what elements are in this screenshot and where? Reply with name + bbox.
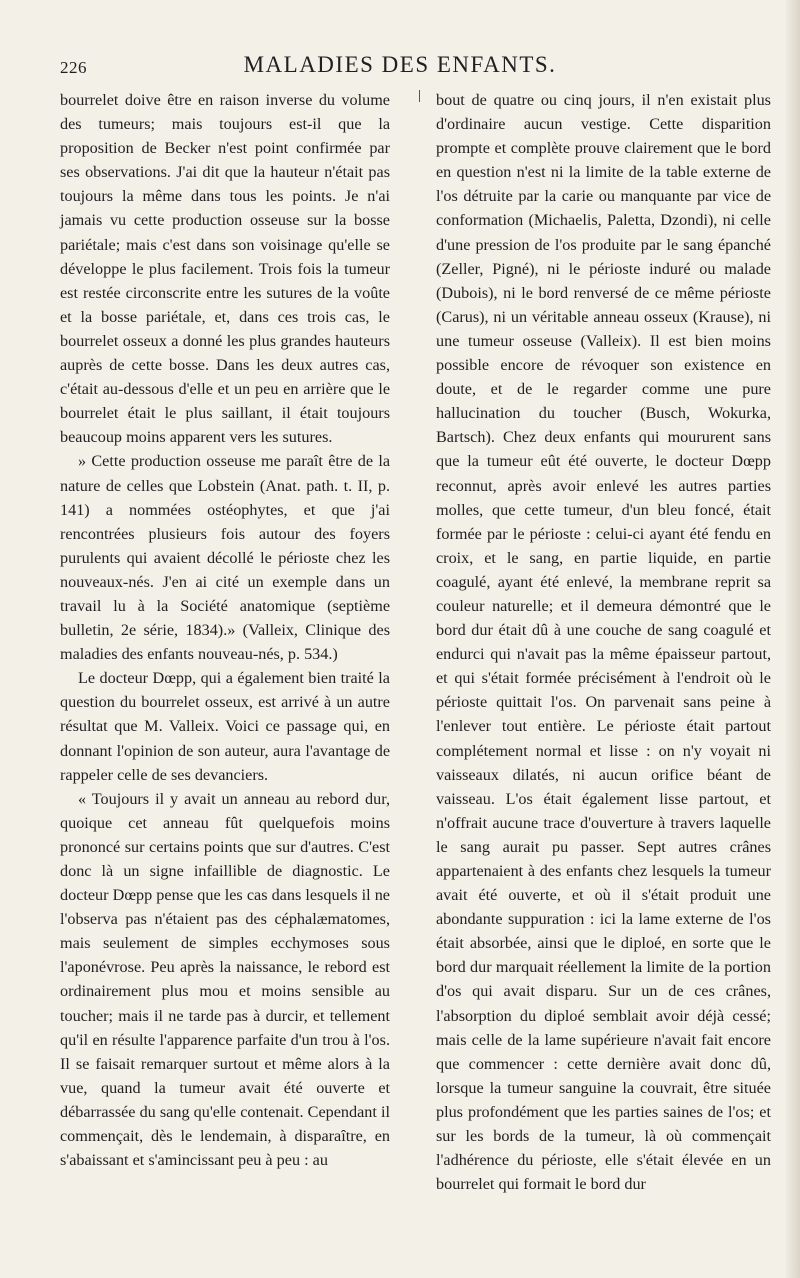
running-title: MALADIES DES ENFANTS. xyxy=(243,52,557,77)
paragraph: bout de quatre ou cinq jours, il n'en existait plus d'ordinaire aucun vestige. Cette disparition prompte et complète prouve clairement que le bord en question n'est ni la limite de la table externe de l'os détruite par la carie ou manquante par vice de conformation (Michaelis, Paletta, Dzondi), ni celle d'une pression de l'os produite par le sang épanché (Zeller, Pigné), ni le périoste induré ou malade (Dubois), ni le bord renversé de ce même périoste (Carus), ni un véritable anneau osseux (Krause), ni une tumeur osseuse (Valleix). Il est bien moins possible encore de révoquer son existence en doute, et de le regarder comme une pure hallucination du toucher (Busch, Wokurka, Bartsch). Chez deux enfants qui moururent sans que la tumeur eût été ouverte, le docteur Dœpp reconnut, après avoir enlevé les autres parties molles, que cette tumeur, d'un bleu foncé, était formée par le périoste : celui-ci ayant été fendu en croix, et le sang, en partie liquide, en partie coagulé, ayant été enlevé, la membrane reprit sa couleur naturelle; et il demeura démontré que le bord dur était dû à une couche de sang coagulé et endurci qui n'avait pas la même épaisseur partout, et qui s'était formée précisément à l'endroit où le périoste quittait l'os. On parvenait sans peine à l'enlever tout entière. Le périoste était partout complétement normal et lisse : on n'y voyait ni vaisseaux dilatés, ni aucun orifice béant de vaisseau. L'os était également lisse partout, et n'offrait aucune trace d'ouverture à travers laquelle le sang aurait pu passer. Sept autres crânes appartenaient à des enfants chez lesquels la tumeur avait été ouverte, et où il s'était produit une abondante suppuration : ici la lame externe de l'os était absorbée, ainsi que le diploé, en sorte que le bord dur marquait réellement la limite de la portion d'os qui avait disparu. Sur un de ces crânes, l'absorption du diploé semblait avoir déjà cessé; mais celle de la lame supérieure n'avait fait encore que commencer : cette dernière avait donc dû, lorsque la tumeur sanguine la couvrait, être située plus profondément que les parties saines de l'os; et sur les bords de la tumeur, là où commençait l'adhérence du périoste, elle s'était élevée en un bourrelet qui formait le bord dur xyxy=(436,91,771,1194)
column-divider xyxy=(419,90,420,102)
paragraph: « Toujours il y avait un anneau au rebord dur, quoique cet anneau fût quelquefois moins prononcé sur certains points que sur d'autres. C'est donc là un signe infaillible de diagnostic. Le docteur Dœpp pense que les cas dans lesquels il ne l'observa pas n'étaient pas des céphalæmatomes, mais seulement de simples ecchymoses sous l'aponévrose. Peu après la naissance, le rebord est ordinairement plus mou et moins sensible au toucher; mais il ne tarde pas à durcir, et tellement qu'il en résulte l'apparence parfaite d'un trou à l'os. Il se faisait remarquer surtout et même alors à la vue, quand la tumeur avait été ouverte et débarrassée du sang qu'elle contenait. Cependant il commençait, dès le lendemain, à disparaître, en s'abaissant et s'amincissant peu à peu : au xyxy=(60,789,390,1170)
paragraph: Le docteur Dœpp, qui a également bien traité la question du bourrelet osseux, est arrivé à un autre résultat que M. Valleix. Voici ce passage qui, en donnant l'opinion de son auteur, aura l'avantage de rappeler celle de ses devanciers. xyxy=(60,669,390,784)
right-column xyxy=(436,88,771,1196)
page-number: 226 xyxy=(60,58,87,77)
page-edge xyxy=(786,0,800,1278)
paragraph: bourrelet doive être en raison inverse du volume des tumeurs; mais toujours est-il que la proposition de Becker n'est point confirmée par ses observations. J'ai dit que la hauteur n'était pas toujours la même dans tous les points. Je n'ai jamais vu cette production osseuse sur la bosse pariétale; mais c'est dans son voisinage qu'elle se développe le plus facilement. Trois fois la tumeur est restée circonscrite entre les sutures de la voûte et la bosse pariétale, et, dans ces trois cas, le bourrelet osseux a donné les plus grandes hauteurs auprès de cette bosse. Dans les deux autres cas, c'était au-dessous d'elle et un peu en arrière que le bourrelet était le plus saillant, il était toujours beaucoup moins apparent vers les sutures. xyxy=(60,91,390,447)
page-header xyxy=(60,44,740,84)
paragraph: » Cette production osseuse me paraît être de la nature de celles que Lobstein (Anat. path. t. II, p. 141) a nommées ostéophytes, et que j'ai rencontrées plusieurs fois autour des foyers purulents qui avaient décollé le périoste chez les nouveaux-nés. J'en ai cité un exemple dans un travail lu à la Société anatomique (septième bulletin, 2e série, 1834).» (Valleix, Clinique des maladies des enfants nouveau-nés, p. 534.) xyxy=(60,452,390,664)
left-column xyxy=(60,88,390,1172)
